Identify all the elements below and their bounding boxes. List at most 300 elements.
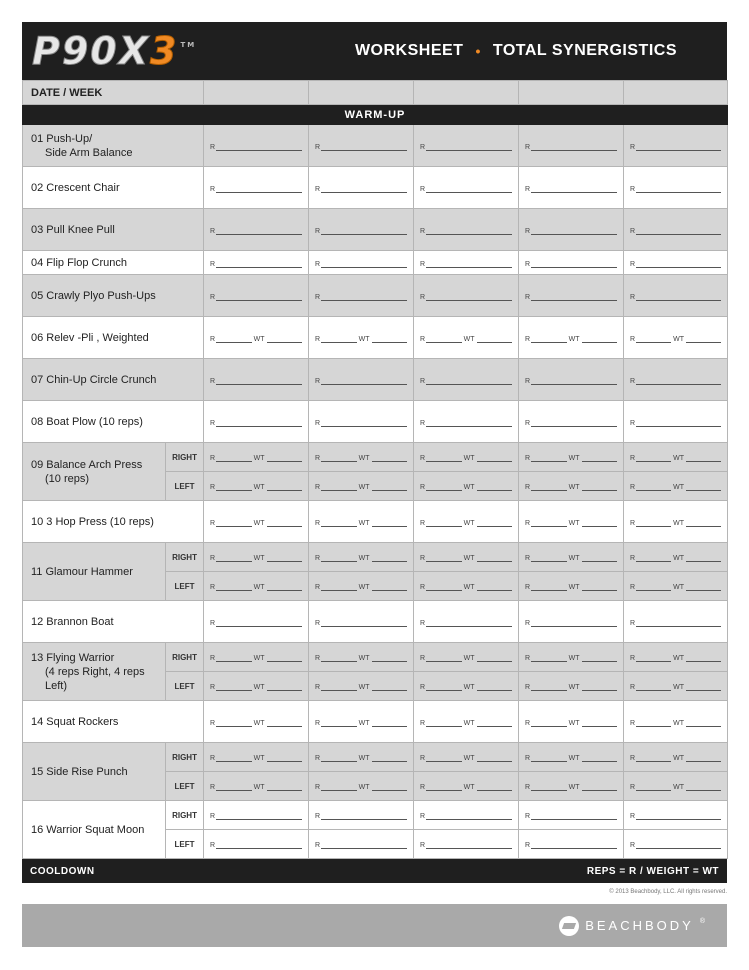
reps-blank[interactable] bbox=[531, 621, 617, 627]
entry-cell[interactable] bbox=[414, 643, 519, 672]
entry-cell[interactable] bbox=[519, 672, 624, 701]
entry-cell[interactable] bbox=[624, 643, 728, 672]
reps-blank[interactable] bbox=[636, 485, 671, 491]
reps-blank[interactable] bbox=[321, 721, 357, 727]
reps-blank[interactable] bbox=[426, 843, 512, 849]
weight-blank[interactable] bbox=[267, 485, 303, 491]
reps-weight-field[interactable] bbox=[210, 652, 302, 662]
reps-weight-field[interactable] bbox=[420, 652, 512, 662]
reps-weight-field[interactable] bbox=[630, 481, 721, 491]
reps-blank[interactable] bbox=[216, 456, 252, 462]
reps-field[interactable] bbox=[210, 375, 302, 385]
reps-field[interactable] bbox=[525, 141, 617, 151]
reps-field[interactable] bbox=[210, 617, 302, 627]
reps-weight-field[interactable] bbox=[525, 781, 617, 791]
weight-blank[interactable] bbox=[477, 756, 513, 762]
weight-blank[interactable] bbox=[686, 556, 721, 562]
reps-weight-field[interactable] bbox=[315, 652, 407, 662]
entry-cell[interactable] bbox=[519, 501, 624, 543]
reps-field[interactable] bbox=[210, 291, 302, 301]
reps-blank[interactable] bbox=[321, 187, 407, 193]
reps-blank[interactable] bbox=[321, 421, 407, 427]
reps-blank[interactable] bbox=[636, 456, 671, 462]
weight-blank[interactable] bbox=[582, 785, 618, 791]
entry-cell[interactable] bbox=[519, 251, 624, 275]
weight-blank[interactable] bbox=[477, 685, 513, 691]
weight-blank[interactable] bbox=[267, 521, 303, 527]
reps-field[interactable] bbox=[630, 183, 721, 193]
reps-blank[interactable] bbox=[531, 656, 567, 662]
reps-weight-field[interactable] bbox=[420, 681, 512, 691]
entry-cell[interactable] bbox=[624, 830, 728, 859]
reps-blank[interactable] bbox=[531, 721, 567, 727]
weight-blank[interactable] bbox=[477, 656, 513, 662]
reps-weight-field[interactable] bbox=[630, 781, 721, 791]
weight-blank[interactable] bbox=[686, 485, 721, 491]
weight-blank[interactable] bbox=[267, 756, 303, 762]
entry-cell[interactable] bbox=[624, 125, 728, 167]
reps-weight-field[interactable] bbox=[210, 717, 302, 727]
reps-blank[interactable] bbox=[321, 337, 357, 343]
entry-cell[interactable] bbox=[414, 501, 519, 543]
entry-cell[interactable] bbox=[309, 251, 414, 275]
reps-weight-field[interactable] bbox=[630, 652, 721, 662]
entry-cell[interactable] bbox=[519, 601, 624, 643]
entry-cell[interactable] bbox=[414, 167, 519, 209]
reps-blank[interactable] bbox=[426, 621, 512, 627]
reps-blank[interactable] bbox=[321, 621, 407, 627]
reps-blank[interactable] bbox=[531, 685, 567, 691]
entry-cell[interactable] bbox=[624, 572, 728, 601]
reps-blank[interactable] bbox=[531, 145, 617, 151]
entry-cell[interactable] bbox=[624, 672, 728, 701]
reps-field[interactable] bbox=[420, 417, 512, 427]
reps-blank[interactable] bbox=[636, 785, 671, 791]
entry-cell[interactable] bbox=[519, 125, 624, 167]
weight-blank[interactable] bbox=[477, 337, 513, 343]
reps-blank[interactable] bbox=[216, 685, 252, 691]
reps-field[interactable] bbox=[525, 225, 617, 235]
weight-blank[interactable] bbox=[686, 785, 721, 791]
reps-blank[interactable] bbox=[531, 337, 567, 343]
entry-cell[interactable] bbox=[414, 830, 519, 859]
reps-field[interactable] bbox=[210, 839, 302, 849]
weight-blank[interactable] bbox=[267, 721, 303, 727]
entry-cell[interactable] bbox=[624, 275, 728, 317]
reps-blank[interactable] bbox=[636, 145, 721, 151]
entry-cell[interactable] bbox=[309, 443, 414, 472]
reps-blank[interactable] bbox=[636, 756, 671, 762]
entry-cell[interactable] bbox=[414, 672, 519, 701]
entry-cell[interactable] bbox=[519, 167, 624, 209]
reps-weight-field[interactable] bbox=[420, 552, 512, 562]
reps-blank[interactable] bbox=[216, 295, 302, 301]
entry-cell[interactable] bbox=[624, 743, 728, 772]
weight-blank[interactable] bbox=[372, 485, 408, 491]
reps-weight-field[interactable] bbox=[420, 517, 512, 527]
reps-blank[interactable] bbox=[216, 721, 252, 727]
reps-field[interactable] bbox=[630, 375, 721, 385]
reps-field[interactable] bbox=[630, 617, 721, 627]
reps-field[interactable] bbox=[420, 141, 512, 151]
reps-blank[interactable] bbox=[426, 521, 462, 527]
reps-blank[interactable] bbox=[321, 379, 407, 385]
reps-weight-field[interactable] bbox=[210, 481, 302, 491]
reps-weight-field[interactable] bbox=[525, 452, 617, 462]
entry-cell[interactable] bbox=[624, 251, 728, 275]
date-week-cell[interactable] bbox=[624, 81, 728, 105]
reps-blank[interactable] bbox=[321, 756, 357, 762]
entry-cell[interactable] bbox=[519, 772, 624, 801]
weight-blank[interactable] bbox=[582, 656, 618, 662]
entry-cell[interactable] bbox=[204, 772, 309, 801]
reps-field[interactable] bbox=[630, 839, 721, 849]
reps-field[interactable] bbox=[315, 141, 407, 151]
reps-blank[interactable] bbox=[636, 685, 671, 691]
reps-weight-field[interactable] bbox=[210, 752, 302, 762]
reps-weight-field[interactable] bbox=[210, 333, 302, 343]
entry-cell[interactable] bbox=[309, 743, 414, 772]
weight-blank[interactable] bbox=[686, 521, 721, 527]
reps-weight-field[interactable] bbox=[420, 481, 512, 491]
entry-cell[interactable] bbox=[414, 601, 519, 643]
reps-weight-field[interactable] bbox=[525, 552, 617, 562]
reps-field[interactable] bbox=[315, 617, 407, 627]
reps-blank[interactable] bbox=[636, 337, 671, 343]
entry-cell[interactable] bbox=[309, 472, 414, 501]
entry-cell[interactable] bbox=[414, 125, 519, 167]
reps-field[interactable] bbox=[630, 141, 721, 151]
entry-cell[interactable] bbox=[624, 501, 728, 543]
entry-cell[interactable] bbox=[309, 672, 414, 701]
reps-field[interactable] bbox=[525, 291, 617, 301]
reps-weight-field[interactable] bbox=[630, 552, 721, 562]
entry-cell[interactable] bbox=[624, 317, 728, 359]
reps-field[interactable] bbox=[315, 417, 407, 427]
reps-weight-field[interactable] bbox=[420, 781, 512, 791]
entry-cell[interactable] bbox=[204, 167, 309, 209]
entry-cell[interactable] bbox=[519, 830, 624, 859]
entry-cell[interactable] bbox=[204, 472, 309, 501]
reps-blank[interactable] bbox=[636, 521, 671, 527]
reps-weight-field[interactable] bbox=[525, 652, 617, 662]
entry-cell[interactable] bbox=[519, 643, 624, 672]
entry-cell[interactable] bbox=[414, 701, 519, 743]
entry-cell[interactable] bbox=[624, 543, 728, 572]
reps-blank[interactable] bbox=[426, 379, 512, 385]
reps-blank[interactable] bbox=[426, 295, 512, 301]
weight-blank[interactable] bbox=[686, 656, 721, 662]
entry-cell[interactable] bbox=[204, 401, 309, 443]
weight-blank[interactable] bbox=[582, 685, 618, 691]
reps-blank[interactable] bbox=[321, 556, 357, 562]
entry-cell[interactable] bbox=[414, 275, 519, 317]
reps-blank[interactable] bbox=[216, 337, 252, 343]
reps-weight-field[interactable] bbox=[420, 581, 512, 591]
reps-field[interactable] bbox=[420, 839, 512, 849]
reps-blank[interactable] bbox=[321, 262, 407, 268]
reps-field[interactable] bbox=[210, 258, 302, 268]
reps-blank[interactable] bbox=[636, 187, 721, 193]
weight-blank[interactable] bbox=[582, 721, 618, 727]
entry-cell[interactable] bbox=[204, 125, 309, 167]
reps-field[interactable] bbox=[315, 839, 407, 849]
reps-weight-field[interactable] bbox=[525, 681, 617, 691]
weight-blank[interactable] bbox=[686, 585, 721, 591]
reps-blank[interactable] bbox=[531, 556, 567, 562]
reps-blank[interactable] bbox=[426, 262, 512, 268]
entry-cell[interactable] bbox=[519, 443, 624, 472]
reps-field[interactable] bbox=[525, 417, 617, 427]
weight-blank[interactable] bbox=[372, 721, 408, 727]
reps-weight-field[interactable] bbox=[315, 581, 407, 591]
reps-blank[interactable] bbox=[531, 379, 617, 385]
weight-blank[interactable] bbox=[372, 456, 408, 462]
weight-blank[interactable] bbox=[582, 521, 618, 527]
reps-field[interactable] bbox=[525, 183, 617, 193]
entry-cell[interactable] bbox=[519, 572, 624, 601]
reps-field[interactable] bbox=[630, 225, 721, 235]
reps-weight-field[interactable] bbox=[525, 752, 617, 762]
entry-cell[interactable] bbox=[204, 251, 309, 275]
reps-weight-field[interactable] bbox=[630, 333, 721, 343]
entry-cell[interactable] bbox=[204, 543, 309, 572]
reps-blank[interactable] bbox=[321, 814, 407, 820]
entry-cell[interactable] bbox=[519, 275, 624, 317]
reps-weight-field[interactable] bbox=[315, 681, 407, 691]
entry-cell[interactable] bbox=[519, 701, 624, 743]
reps-field[interactable] bbox=[420, 617, 512, 627]
entry-cell[interactable] bbox=[414, 743, 519, 772]
reps-blank[interactable] bbox=[216, 145, 302, 151]
entry-cell[interactable] bbox=[309, 209, 414, 251]
weight-blank[interactable] bbox=[582, 756, 618, 762]
reps-weight-field[interactable] bbox=[315, 552, 407, 562]
reps-blank[interactable] bbox=[321, 295, 407, 301]
reps-field[interactable] bbox=[210, 183, 302, 193]
reps-blank[interactable] bbox=[636, 843, 721, 849]
entry-cell[interactable] bbox=[204, 501, 309, 543]
reps-weight-field[interactable] bbox=[315, 517, 407, 527]
entry-cell[interactable] bbox=[414, 401, 519, 443]
reps-blank[interactable] bbox=[216, 785, 252, 791]
reps-field[interactable] bbox=[525, 810, 617, 820]
reps-blank[interactable] bbox=[636, 262, 721, 268]
entry-cell[interactable] bbox=[519, 472, 624, 501]
reps-field[interactable] bbox=[630, 417, 721, 427]
weight-blank[interactable] bbox=[477, 785, 513, 791]
entry-cell[interactable] bbox=[624, 359, 728, 401]
reps-field[interactable] bbox=[210, 225, 302, 235]
entry-cell[interactable] bbox=[204, 209, 309, 251]
weight-blank[interactable] bbox=[267, 685, 303, 691]
reps-field[interactable] bbox=[315, 258, 407, 268]
reps-field[interactable] bbox=[525, 617, 617, 627]
reps-field[interactable] bbox=[210, 810, 302, 820]
reps-blank[interactable] bbox=[216, 621, 302, 627]
entry-cell[interactable] bbox=[519, 359, 624, 401]
date-week-cell[interactable] bbox=[519, 81, 624, 105]
reps-weight-field[interactable] bbox=[315, 481, 407, 491]
entry-cell[interactable] bbox=[309, 125, 414, 167]
reps-blank[interactable] bbox=[426, 229, 512, 235]
reps-blank[interactable] bbox=[531, 814, 617, 820]
reps-blank[interactable] bbox=[636, 379, 721, 385]
reps-blank[interactable] bbox=[426, 145, 512, 151]
weight-blank[interactable] bbox=[267, 337, 303, 343]
entry-cell[interactable] bbox=[624, 401, 728, 443]
weight-blank[interactable] bbox=[686, 721, 721, 727]
weight-blank[interactable] bbox=[582, 585, 618, 591]
reps-blank[interactable] bbox=[216, 656, 252, 662]
reps-blank[interactable] bbox=[636, 585, 671, 591]
entry-cell[interactable] bbox=[624, 772, 728, 801]
reps-weight-field[interactable] bbox=[315, 717, 407, 727]
weight-blank[interactable] bbox=[267, 785, 303, 791]
reps-field[interactable] bbox=[525, 258, 617, 268]
entry-cell[interactable] bbox=[624, 601, 728, 643]
entry-cell[interactable] bbox=[204, 443, 309, 472]
reps-weight-field[interactable] bbox=[210, 781, 302, 791]
entry-cell[interactable] bbox=[309, 643, 414, 672]
entry-cell[interactable] bbox=[414, 209, 519, 251]
reps-blank[interactable] bbox=[636, 721, 671, 727]
weight-blank[interactable] bbox=[582, 337, 618, 343]
entry-cell[interactable] bbox=[309, 772, 414, 801]
reps-blank[interactable] bbox=[531, 262, 617, 268]
weight-blank[interactable] bbox=[477, 556, 513, 562]
entry-cell[interactable] bbox=[309, 801, 414, 830]
reps-blank[interactable] bbox=[216, 843, 302, 849]
weight-blank[interactable] bbox=[372, 521, 408, 527]
entry-cell[interactable] bbox=[414, 772, 519, 801]
reps-weight-field[interactable] bbox=[525, 333, 617, 343]
reps-blank[interactable] bbox=[321, 145, 407, 151]
reps-weight-field[interactable] bbox=[525, 717, 617, 727]
reps-blank[interactable] bbox=[216, 756, 252, 762]
entry-cell[interactable] bbox=[519, 401, 624, 443]
reps-blank[interactable] bbox=[216, 521, 252, 527]
reps-weight-field[interactable] bbox=[525, 517, 617, 527]
reps-blank[interactable] bbox=[426, 556, 462, 562]
entry-cell[interactable] bbox=[624, 801, 728, 830]
reps-weight-field[interactable] bbox=[315, 781, 407, 791]
reps-field[interactable] bbox=[420, 375, 512, 385]
weight-blank[interactable] bbox=[686, 337, 721, 343]
entry-cell[interactable] bbox=[309, 572, 414, 601]
reps-field[interactable] bbox=[315, 291, 407, 301]
reps-field[interactable] bbox=[315, 810, 407, 820]
weight-blank[interactable] bbox=[477, 521, 513, 527]
reps-blank[interactable] bbox=[426, 456, 462, 462]
weight-blank[interactable] bbox=[372, 656, 408, 662]
reps-field[interactable] bbox=[420, 258, 512, 268]
reps-blank[interactable] bbox=[321, 656, 357, 662]
weight-blank[interactable] bbox=[582, 485, 618, 491]
reps-weight-field[interactable] bbox=[210, 552, 302, 562]
entry-cell[interactable] bbox=[414, 443, 519, 472]
reps-field[interactable] bbox=[525, 839, 617, 849]
reps-blank[interactable] bbox=[321, 521, 357, 527]
weight-blank[interactable] bbox=[582, 456, 618, 462]
entry-cell[interactable] bbox=[624, 472, 728, 501]
reps-field[interactable] bbox=[525, 375, 617, 385]
reps-blank[interactable] bbox=[531, 485, 567, 491]
reps-blank[interactable] bbox=[321, 456, 357, 462]
reps-blank[interactable] bbox=[426, 814, 512, 820]
reps-blank[interactable] bbox=[531, 521, 567, 527]
reps-blank[interactable] bbox=[321, 229, 407, 235]
reps-weight-field[interactable] bbox=[315, 452, 407, 462]
entry-cell[interactable] bbox=[624, 209, 728, 251]
entry-cell[interactable] bbox=[309, 830, 414, 859]
weight-blank[interactable] bbox=[372, 337, 408, 343]
reps-blank[interactable] bbox=[531, 421, 617, 427]
weight-blank[interactable] bbox=[372, 756, 408, 762]
entry-cell[interactable] bbox=[414, 359, 519, 401]
reps-weight-field[interactable] bbox=[420, 717, 512, 727]
entry-cell[interactable] bbox=[519, 543, 624, 572]
reps-weight-field[interactable] bbox=[420, 452, 512, 462]
reps-blank[interactable] bbox=[531, 785, 567, 791]
reps-field[interactable] bbox=[420, 183, 512, 193]
reps-weight-field[interactable] bbox=[630, 581, 721, 591]
weight-blank[interactable] bbox=[686, 756, 721, 762]
reps-blank[interactable] bbox=[636, 656, 671, 662]
reps-blank[interactable] bbox=[531, 187, 617, 193]
entry-cell[interactable] bbox=[309, 317, 414, 359]
reps-weight-field[interactable] bbox=[630, 681, 721, 691]
reps-field[interactable] bbox=[420, 810, 512, 820]
weight-blank[interactable] bbox=[267, 556, 303, 562]
entry-cell[interactable] bbox=[624, 701, 728, 743]
reps-weight-field[interactable] bbox=[315, 333, 407, 343]
weight-blank[interactable] bbox=[477, 485, 513, 491]
entry-cell[interactable] bbox=[204, 801, 309, 830]
entry-cell[interactable] bbox=[204, 601, 309, 643]
reps-field[interactable] bbox=[210, 141, 302, 151]
reps-weight-field[interactable] bbox=[630, 452, 721, 462]
reps-blank[interactable] bbox=[531, 756, 567, 762]
reps-field[interactable] bbox=[315, 183, 407, 193]
reps-blank[interactable] bbox=[426, 756, 462, 762]
entry-cell[interactable] bbox=[624, 167, 728, 209]
weight-blank[interactable] bbox=[686, 456, 721, 462]
entry-cell[interactable] bbox=[204, 317, 309, 359]
reps-blank[interactable] bbox=[531, 456, 567, 462]
entry-cell[interactable] bbox=[309, 359, 414, 401]
entry-cell[interactable] bbox=[204, 572, 309, 601]
weight-blank[interactable] bbox=[372, 556, 408, 562]
reps-weight-field[interactable] bbox=[210, 581, 302, 591]
entry-cell[interactable] bbox=[414, 251, 519, 275]
weight-blank[interactable] bbox=[267, 456, 303, 462]
entry-cell[interactable] bbox=[204, 672, 309, 701]
weight-blank[interactable] bbox=[686, 685, 721, 691]
entry-cell[interactable] bbox=[309, 701, 414, 743]
reps-blank[interactable] bbox=[426, 685, 462, 691]
date-week-cell[interactable] bbox=[414, 81, 519, 105]
reps-blank[interactable] bbox=[531, 295, 617, 301]
reps-blank[interactable] bbox=[216, 379, 302, 385]
reps-blank[interactable] bbox=[636, 814, 721, 820]
reps-blank[interactable] bbox=[426, 337, 462, 343]
weight-blank[interactable] bbox=[372, 585, 408, 591]
reps-weight-field[interactable] bbox=[525, 581, 617, 591]
entry-cell[interactable] bbox=[519, 317, 624, 359]
entry-cell[interactable] bbox=[309, 601, 414, 643]
entry-cell[interactable] bbox=[414, 472, 519, 501]
